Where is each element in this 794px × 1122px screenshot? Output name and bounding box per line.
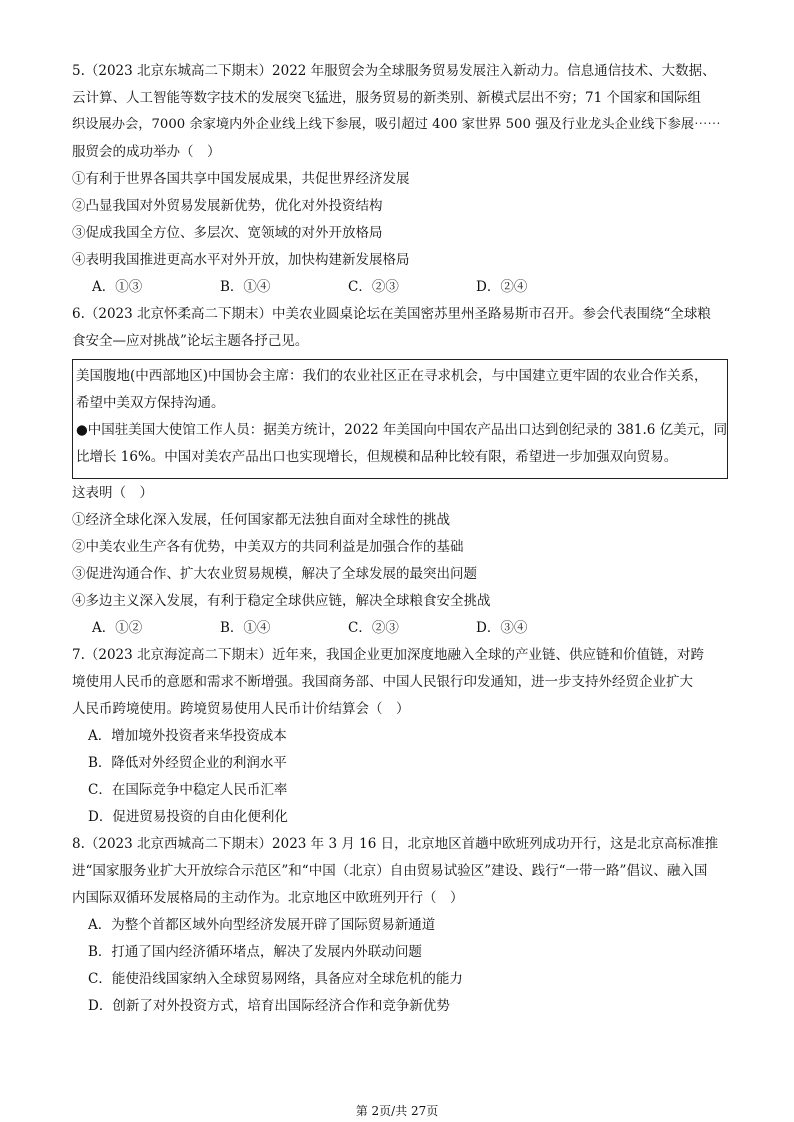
q5-stem-line: 服贸会的成功举办（ ） [72,144,221,160]
q8-stem-line: 8.（2023 北京西城高二下期末）2023 年 3 月 16 日，北京地区首趟中欧班列成功开行，这是北京高标准推 [72,836,719,852]
q8-choice-c[interactable]: C．能使沿线国家纳入全球贸易网络，具备应对全球危机的能力 [88,971,463,987]
q7-stem-line: 境使用人民币的意愿和需求不断增强。我国商务部、中国人民银行印发通知，进一步支持外经贸企业扩大 [72,674,693,690]
page-number: 第 2页/共 27页 [355,1104,439,1118]
option-a[interactable]: A．①③ [92,279,143,295]
option-b[interactable]: B．①④ [220,279,271,295]
q7-choice-d[interactable]: D．促进贸易投资的自由化便利化 [88,809,288,825]
q7-stem-line: 7.（2023 北京海淀高二下期末）近年来，我国企业更加深度地融入全球的产业链、供应链和价值链，对跨 [72,647,705,663]
q8-choice-b[interactable]: B．打通了国内经济循环堵点，解决了发展内外联动问题 [88,944,422,960]
quote-line: 美国腹地(中西部地区)中国协会主席：我们的农业社区正在寻求机会，与中国建立更牢固的农业合作关系， [76,368,708,384]
q6-stem-line: 6.（2023 北京怀柔高二下期末）中美农业圆桌论坛在美国密苏里州圣路易斯市召开。参会代表围绕“全球粮 [72,306,711,322]
q7-choice-c[interactable]: C．在国际竞争中稳定人民币汇率 [88,782,288,798]
q6-item: ①经济全球化深入发展，任何国家都无法独自面对全球性的挑战 [72,512,450,528]
q6-item: ③促进沟通合作、扩大农业贸易规模，解决了全球发展的最突出问题 [72,566,477,582]
q6-question: 这表明（ ） [72,485,153,501]
q5-stem-line: 织设展办会，7000 余家境内外企业线上线下参展，吸引超过 400 家世界 500 强及行业龙头企业线下参展⋯⋯ [72,117,721,132]
q8-choice-a[interactable]: A．为整个首都区域外向型经济发展开辟了国际贸易新通道 [88,917,436,933]
option-d[interactable]: D．②④ [476,279,528,295]
q5-stem-line: 云计算、人工智能等数字技术的发展突飞猛进，服务贸易的新类别、新模式层出不穷；71 个国家和国际组 [72,90,701,106]
q8-stem-line: 进“国家服务业扩大开放综合示范区”和“中国（北京）自由贸易试验区”建设、践行“一带一路”倡议、融入国 [72,863,708,879]
option-b[interactable]: B．①④ [220,620,271,636]
option-c[interactable]: C．②③ [348,279,399,295]
q7-choice-a[interactable]: A．增加境外投资者来华投资成本 [88,728,287,744]
q6-item: ④多边主义深入发展，有利于稳定全球供应链，解决全球粮食安全挑战 [72,593,491,609]
option-d[interactable]: D．③④ [476,620,528,636]
q5-item: ②凸显我国对外贸易发展新优势，优化对外投资结构 [72,198,383,214]
q7-stem-line: 人民币跨境使用。跨境贸易使用人民币计价结算会（ ） [72,701,410,717]
quote-line: ●中国驻美国大使馆工作人员：据美方统计，2022 年美国向中国农产品出口达到创纪录的 381.6 亿美元，同 [76,422,728,438]
option-c[interactable]: C．②③ [348,620,399,636]
q6-item: ②中美农业生产各有优势，中美双方的共同利益是加强合作的基础 [72,539,464,555]
q5-stem-line: 5.（2023 北京东城高二下期末）2022 年服贸会为全球服务贸易发展注入新动力。信息通信技术、大数据、 [72,63,716,79]
q5-options [92,277,604,297]
q8-choice-d[interactable]: D．创新了对外投资方式，培育出国际经济合作和竞争新优势 [88,998,450,1014]
q5-item: ③促成我国全方位、多层次、宽领域的对外开放格局 [72,225,383,241]
q7-choice-b[interactable]: B．降低对外经贸企业的利润水平 [88,755,287,771]
q6-stem-line: 食安全—应对挑战”论坛主题各抒己见。 [72,333,309,349]
q5-item: ④表明我国推进更高水平对外开放，加快构建新发展格局 [72,252,410,268]
quote-line: 比增长 16%。中国对美农产品出口也实现增长，但规模和品种比较有限，希望进一步加强双向贸易。 [76,449,678,465]
q5-item: ①有利于世界各国共享中国发展成果，共促世界经济发展 [72,171,410,187]
quote-line: 希望中美双方保持沟通。 [76,395,225,411]
q6-options [92,618,604,638]
option-a[interactable]: A．①② [92,620,143,636]
q8-stem-line: 内国际双循环发展格局的主动作为。北京地区中欧班列开行（ ） [72,890,464,906]
